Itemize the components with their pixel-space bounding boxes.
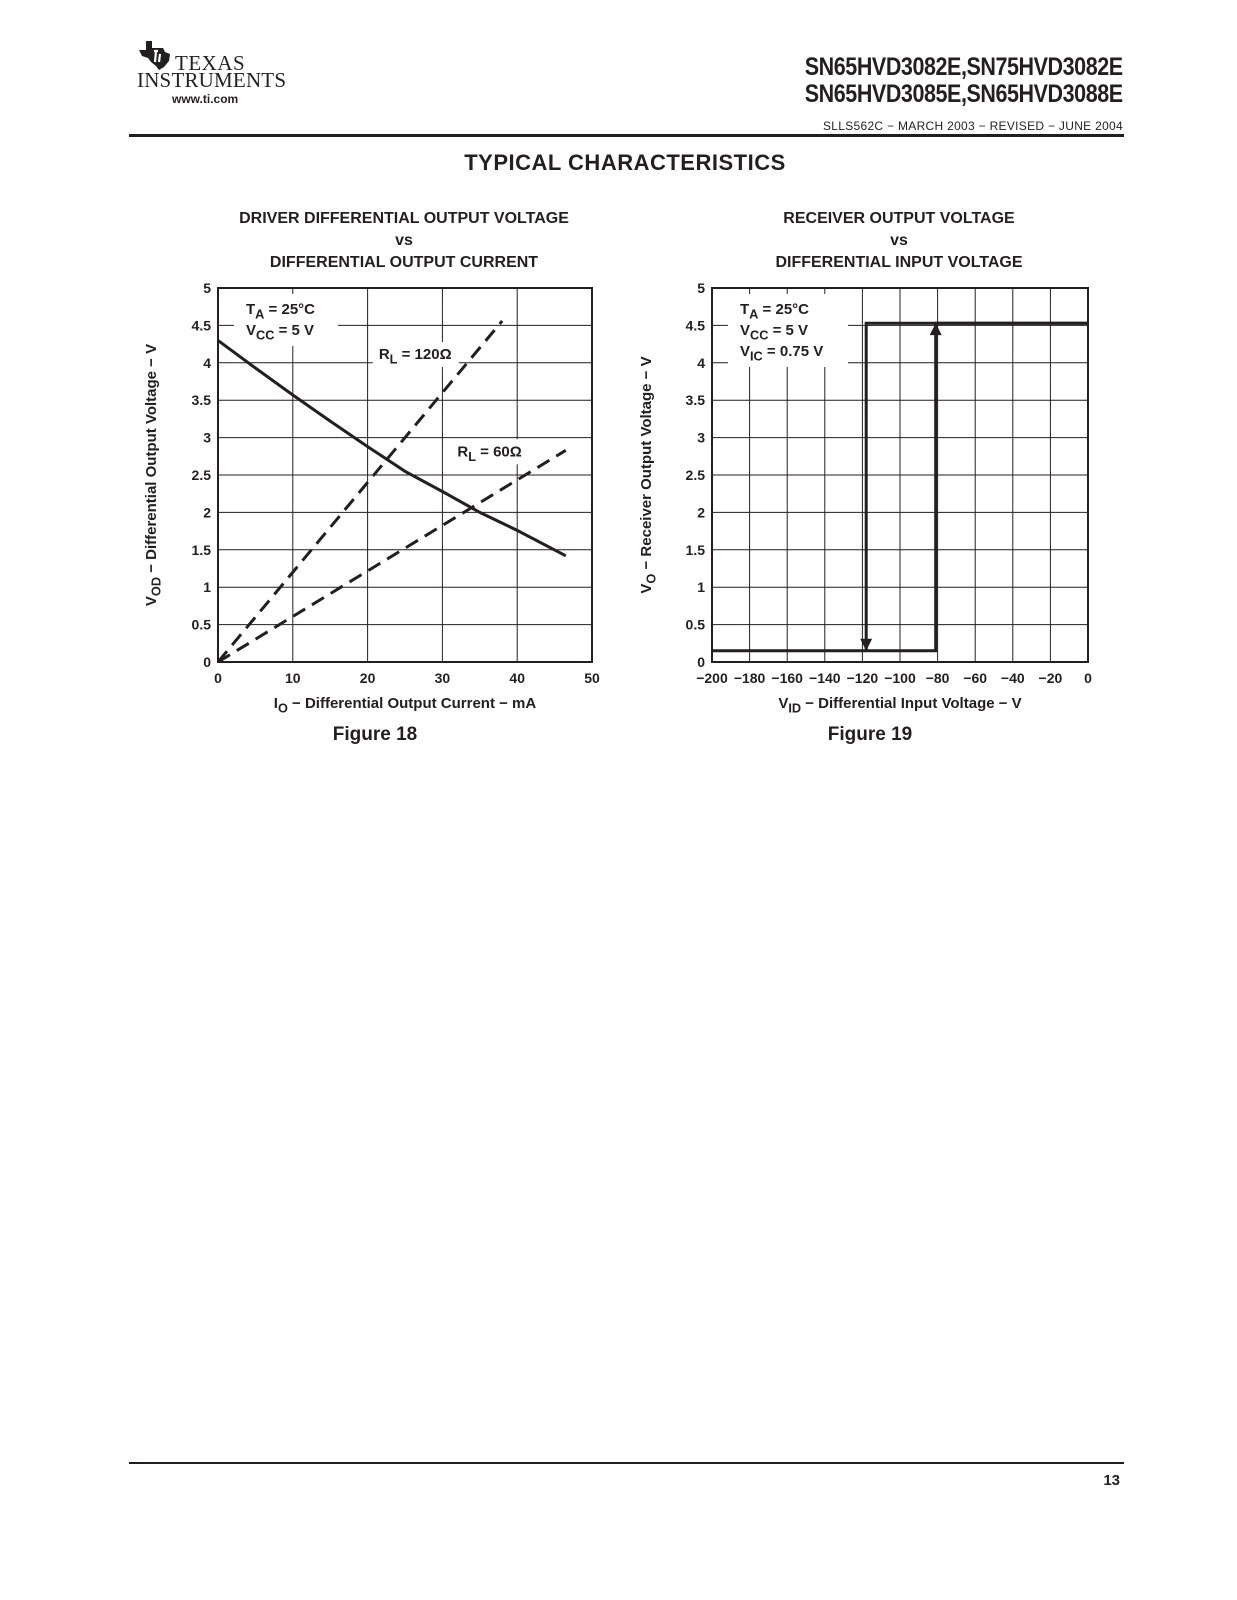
y-tick-label: 2.5	[685, 467, 705, 483]
ti-logo	[137, 40, 287, 110]
chart-svg	[130, 200, 610, 745]
x-tick-label: 10	[285, 670, 301, 686]
y-tick-label: 3.5	[685, 392, 705, 409]
x-tick-label: −160	[771, 670, 803, 686]
figure-caption: Figure 18	[332, 724, 418, 745]
x-tick-label: −40	[1000, 670, 1025, 686]
x-tick-label: −20	[1038, 670, 1063, 686]
condition-label: $V_{IC} = 0.75$ V	[740, 343, 824, 364]
x-tick-label: −140	[809, 670, 841, 686]
footer-rule	[129, 1462, 1124, 1464]
x-tick-label: 20	[359, 670, 376, 686]
x-tick-label: −180	[733, 670, 766, 686]
x-axis-label: $I_O$ − Differential Output Current − mA	[273, 695, 537, 716]
series-line	[866, 323, 1088, 651]
x-tick-label: 0	[214, 670, 222, 686]
y-axis-label: $V_{OD}$ − Differential Output Voltage − V	[143, 343, 164, 607]
y-tick-label: 2	[203, 504, 211, 521]
y-tick-label: 3.5	[191, 392, 211, 409]
y-tick-label: 5	[203, 280, 211, 296]
y-tick-label: 0	[697, 654, 705, 670]
logo-text-texas: TEXAS	[175, 51, 246, 75]
header-rule	[129, 134, 1124, 137]
section-title: TYPICAL CHARACTERISTICS	[464, 150, 786, 175]
series-annotation: $R_L = 120\Omega$	[378, 346, 452, 367]
x-tick-label: −200	[696, 670, 728, 686]
condition-label: $T_A = 25^\circ C$	[740, 301, 810, 322]
x-tick-label: −100	[884, 670, 916, 686]
x-tick-label: 0	[1084, 670, 1092, 686]
chart-title-line: RECEIVER OUTPUT VOLTAGE	[783, 210, 1015, 227]
y-tick-label: 1	[203, 579, 211, 596]
x-tick-label: 30	[434, 670, 451, 686]
y-tick-label: 3	[697, 429, 705, 446]
chart-svg	[625, 200, 1115, 745]
x-tick-label: 50	[584, 670, 600, 686]
y-axis-label: $V_O$ − Receiver Output Voltage − V	[638, 356, 659, 594]
logo-url[interactable]: www.ti.com	[172, 92, 239, 106]
y-tick-label: 4.5	[191, 317, 211, 334]
y-tick-label: 2.5	[191, 467, 211, 483]
logo-text-instruments: INSTRUMENTS	[137, 68, 287, 92]
figure-caption: Figure 19	[827, 724, 913, 745]
chart-title-line: DIFFERENTIAL OUTPUT CURRENT	[269, 254, 539, 271]
chart-figure-19	[625, 200, 1115, 745]
page-number: 13	[1103, 1472, 1120, 1489]
y-tick-label: 4.5	[685, 317, 705, 334]
x-axis-label: $V_{ID}$ − Differential Input Voltage − V	[778, 695, 1022, 716]
y-tick-label: 4	[203, 354, 211, 371]
document-title-line2: SN65HVD3085E,SN65HVD3088E	[805, 80, 1123, 108]
x-tick-label: −60	[963, 670, 988, 686]
y-tick-label: 5	[697, 280, 705, 296]
condition-label: $T_A = 25^\circ C$	[246, 301, 316, 322]
chart-figure-18	[130, 200, 610, 745]
y-tick-label: 0.5	[685, 616, 705, 633]
chart-title-line: vs	[395, 232, 413, 249]
condition-label: $V_{CC} = 5$ V	[246, 322, 315, 343]
series-annotation: $R_L = 60\Omega$	[457, 443, 522, 464]
chart-title-line: DIFFERENTIAL INPUT VOLTAGE	[775, 254, 1023, 271]
x-tick-label: −120	[846, 670, 879, 686]
y-tick-label: 2	[697, 504, 705, 521]
series-line	[218, 450, 566, 662]
y-tick-label: 1.5	[191, 541, 211, 558]
document-title	[805, 54, 1123, 108]
x-tick-label: −80	[925, 670, 950, 686]
condition-label: $V_{CC} = 5$ V	[740, 322, 809, 343]
y-tick-label: 1	[697, 579, 705, 596]
y-tick-label: 3	[203, 429, 211, 446]
document-reference: SLLS562C − MARCH 2003 − REVISED − JUNE 2004	[822, 119, 1123, 133]
y-tick-label: 4	[697, 354, 705, 371]
y-tick-label: 0	[203, 654, 211, 670]
y-tick-label: 1.5	[685, 541, 705, 558]
document-title-line1: SN65HVD3082E,SN75HVD3082E	[805, 53, 1123, 81]
chart-title-line: vs	[890, 232, 908, 249]
y-tick-label: 0.5	[191, 616, 211, 633]
x-tick-label: 40	[509, 670, 525, 686]
chart-title-line: DRIVER DIFFERENTIAL OUTPUT VOLTAGE	[239, 210, 569, 227]
